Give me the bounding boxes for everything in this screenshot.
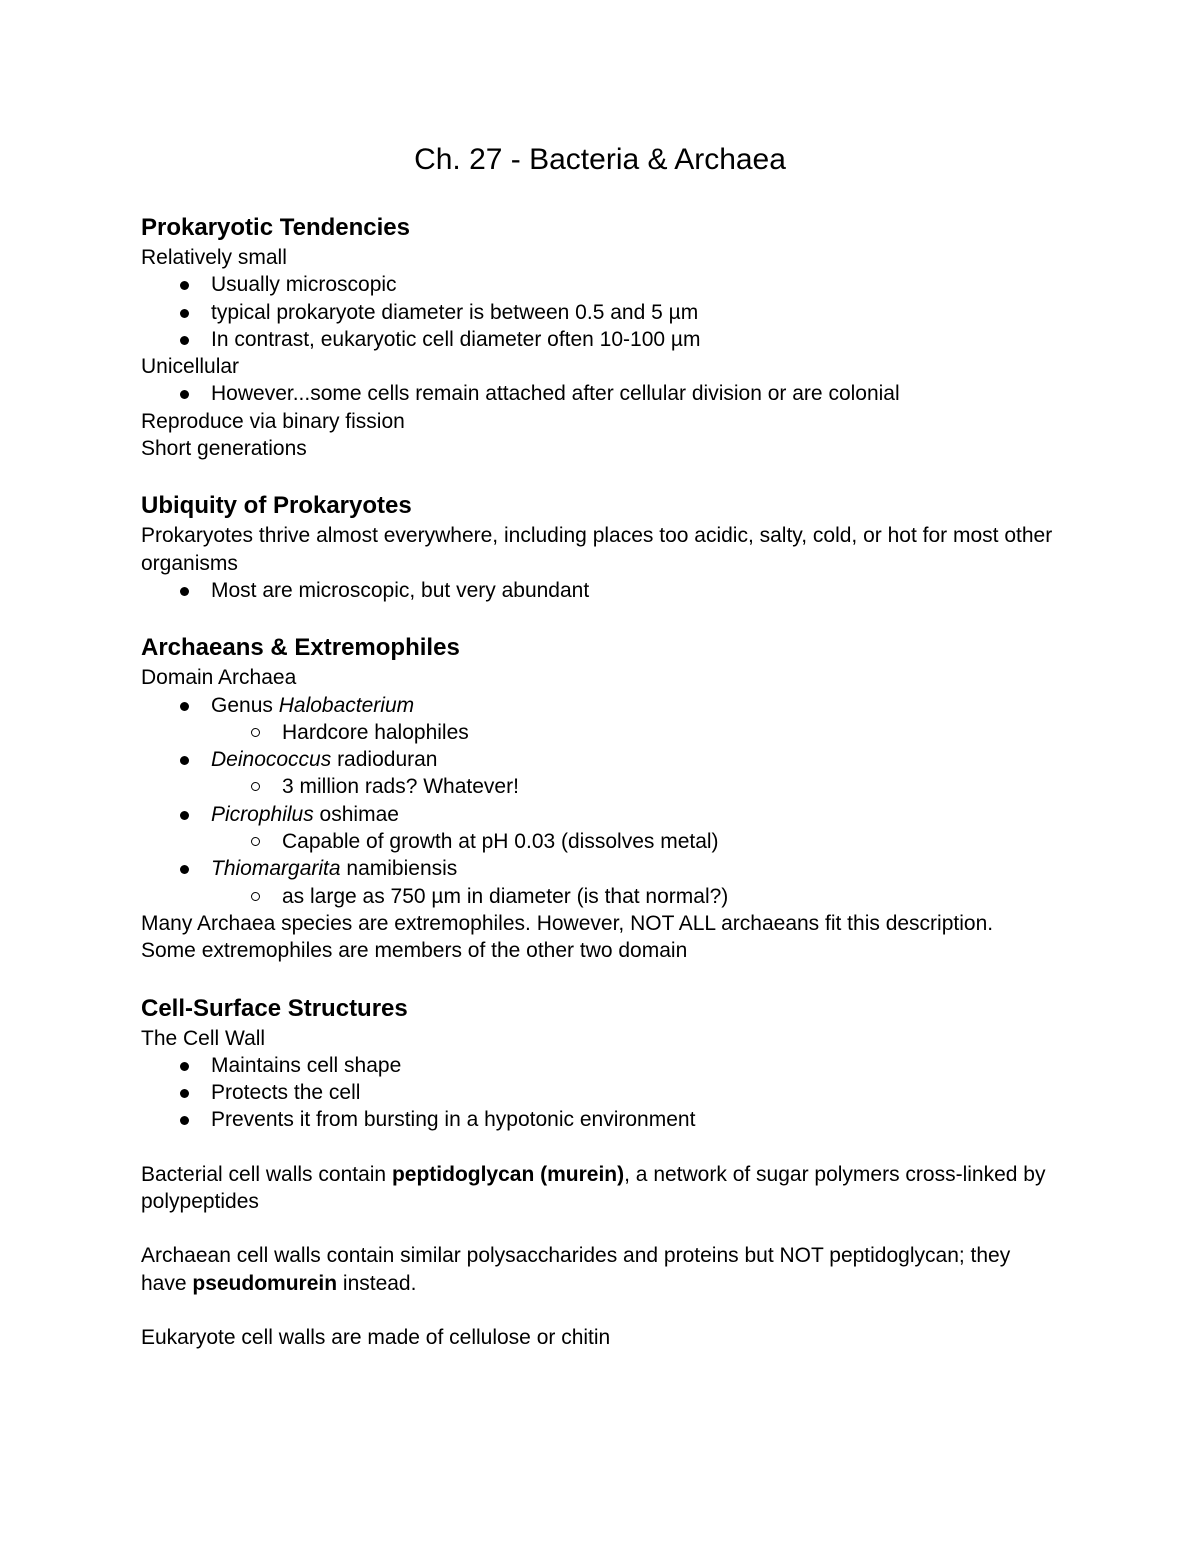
spacer [141, 1134, 1061, 1161]
bullet-item: typical prokaryote diameter is between 0.5 and 5 µm [141, 299, 1061, 326]
text-run: , a network of sugar polymers cross-linked by polypeptides [141, 1162, 1046, 1214]
bullet-item: Prevents it from bursting in a hypotonic environment [141, 1106, 1061, 1133]
text-run: Bacterial cell walls contain [141, 1162, 392, 1186]
document-body [141, 212, 1061, 1379]
species-name: Deinococcus [211, 748, 332, 772]
bullet-list [141, 577, 1061, 604]
paragraph: Domain Archaea [141, 666, 297, 690]
section-heading: Prokaryotic Tendencies [141, 214, 410, 241]
bullet-list [141, 692, 1061, 910]
species-name: Halobacterium [278, 693, 415, 717]
bullet-item [141, 746, 1061, 773]
section-heading: Ubiquity of Prokaryotes [141, 492, 412, 520]
paragraph: Prokaryotes thrive almost everywhere, including places too acidic, salty, cold, or hot for most other organisms [141, 524, 1053, 575]
bullet-text: oshimae [313, 802, 399, 826]
species-name: Picrophilus [211, 802, 314, 826]
sub-bullet-item: Capable of growth at pH 0.03 (dissolves metal) [141, 828, 1061, 855]
bullet-text: namibiensis [340, 857, 458, 881]
paragraph: Many Archaea species are extremophiles. However, NOT ALL archaeans fit this description. [141, 911, 994, 935]
paragraph: Relatively small [141, 246, 287, 269]
text-run: Archaean cell walls contain similar polysaccharides and proteins but NOT peptidoglycan; they have [141, 1244, 1011, 1295]
spacer [141, 1215, 1061, 1242]
bullet-item: However...some cells remain attached after cellular division or are colonial [141, 380, 1061, 407]
paragraph: The Cell Wall [141, 1026, 266, 1050]
bullet-item [141, 855, 1061, 882]
bullet-item: Most are microscopic, but very abundant [141, 577, 1061, 604]
paragraph: Some extremophiles are members of the other two domain [141, 939, 688, 963]
section-ubiquity [141, 490, 1061, 604]
paragraph [141, 1161, 1061, 1216]
bullet-item [141, 801, 1061, 828]
bullet-text: Genus [211, 693, 279, 717]
paragraph: Eukaryote cell walls are made of cellulose or chitin [141, 1325, 611, 1349]
bullet-item: Protects the cell [141, 1079, 1061, 1106]
bullet-item: Maintains cell shape [141, 1052, 1061, 1079]
section-cell-surface-structures [141, 993, 1061, 1352]
spacer [141, 1297, 1061, 1324]
bullet-item: Usually microscopic [141, 271, 1061, 298]
sub-bullet-item: Hardcore halophiles [141, 719, 1061, 746]
section-prokaryotic-tendencies [141, 212, 1061, 462]
section-heading: Archaeans & Extremophiles [141, 634, 460, 662]
paragraph [141, 1242, 1061, 1297]
bullet-item [141, 692, 1061, 719]
sub-bullet-item: 3 million rads? Whatever! [141, 773, 1061, 800]
paragraph: Unicellular [141, 355, 240, 379]
bullet-text: radioduran [331, 748, 438, 772]
bold-term: peptidoglycan (murein) [391, 1162, 625, 1186]
text-run: instead. [337, 1271, 417, 1295]
document-title: Ch. 27 - Bacteria & Archaea [414, 143, 786, 176]
sub-bullet-item: as large as 750 µm in diameter (is that normal?) [141, 883, 1061, 910]
bullet-list [141, 1052, 1061, 1134]
paragraph: Reproduce via binary fission [141, 409, 405, 433]
bullet-list [141, 380, 1061, 407]
bullet-list [141, 271, 1061, 353]
section-archaeans-extremophiles [141, 632, 1061, 964]
species-name: Thiomargarita [211, 857, 341, 881]
paragraph: Short generations [141, 437, 307, 461]
bullet-item: In contrast, eukaryotic cell diameter often 10-100 µm [141, 326, 1061, 353]
bold-term: pseudomurein [192, 1271, 338, 1295]
section-heading: Cell-Surface Structures [141, 994, 408, 1022]
